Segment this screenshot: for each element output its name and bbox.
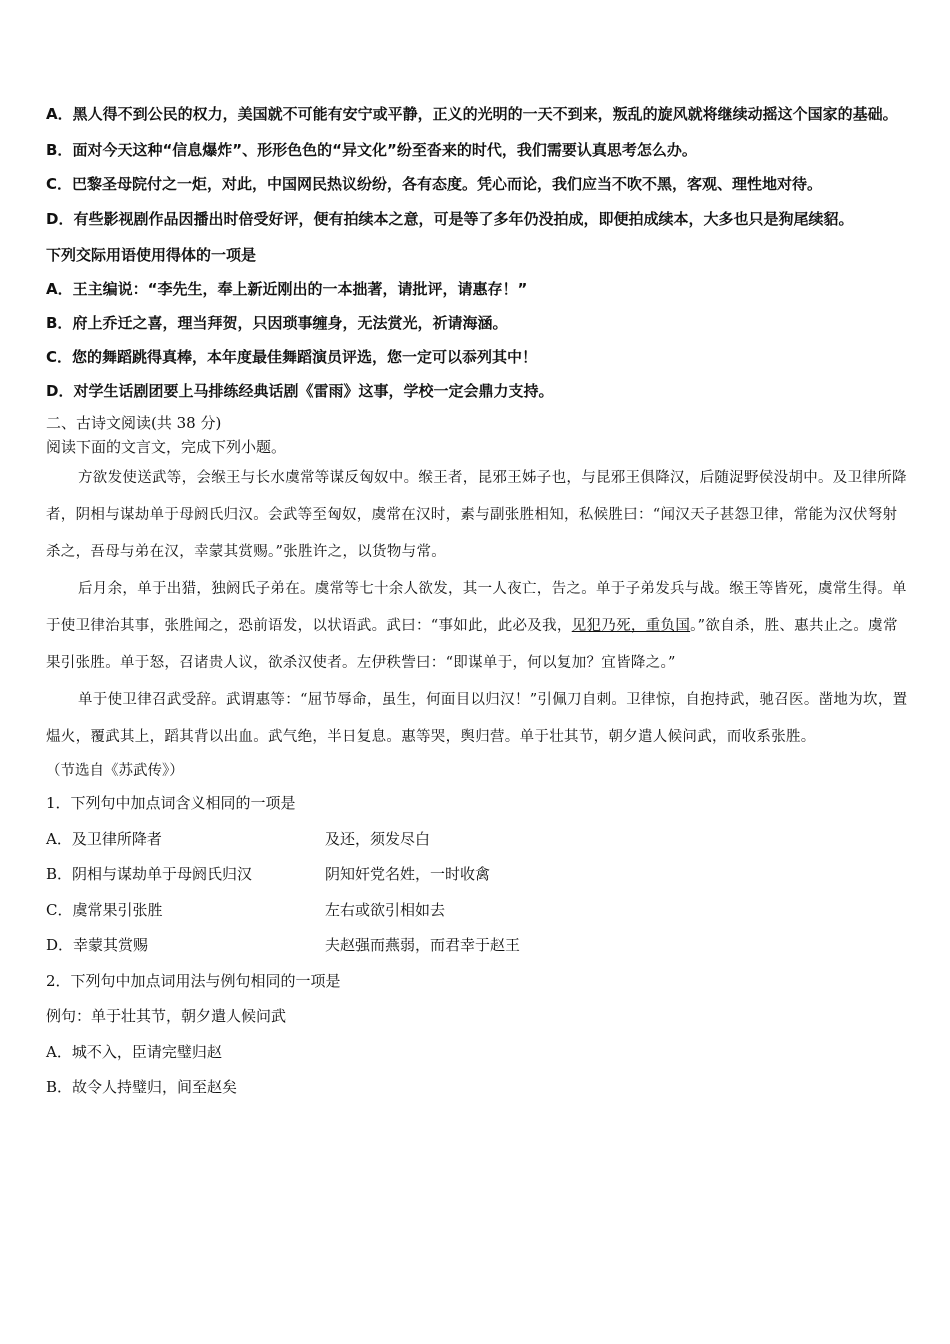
q1-option-d: D．幸蒙其赏赐 夫赵强而燕弱，而君幸于赵王	[46, 936, 521, 954]
q2-option-b: B．故令人持璧归，间至赵矣	[46, 1078, 238, 1096]
option-d-polite: D．对学生话剧团要上马排练经典话剧《雷雨》这事，学校一定会鼎力支持。	[46, 382, 554, 400]
q1-option-c: C．虞常果引张胜 左右或欲引相如去	[46, 900, 446, 919]
option-a-polite: A．王主编说：“李先生，奉上新近刚出的一本拙著，请批评，请惠存！”	[46, 280, 528, 298]
section-title: 二、古诗文阅读(共 38 分)	[46, 414, 222, 432]
option-c-top: C．巴黎圣母院付之一炬，对此，中国网民热议纷纷，各有态度。凭心而论，我们应当不吹不黑，客观、理性地对待。	[46, 175, 823, 193]
document-page	[46, 96, 908, 1106]
reading-instruction: 阅读下面的文言文，完成下列小题。	[46, 438, 287, 456]
q1-option-a: A．及卫律所降者 及还，须发尽白	[46, 829, 431, 848]
classical-passage	[46, 460, 908, 756]
q1-option-b: B．阴相与谋劫单于母阏氏归汉 阴知奸党名姓，一时收禽	[46, 865, 491, 883]
passage-paragraph-1: 方欲发使送武等，会缑王与长水虞常等谋反匈奴中。缑王者，昆邪王姊子也，与昆邪王俱降汉，后随浞野侯没胡中。及卫律所降者，阴相与谋劫单于母阏氏归汉。会武等至匈奴，虞常在汉时，素与副张胜相知，私候胜曰：“闻汉天子甚怨卫律，常能为汉伏弩射杀之，吾母与弟在汉，幸蒙其赏赐。”张胜许之，以货物与常。	[46, 470, 907, 560]
question-polite-stem: 下列交际用语使用得体的一项是	[46, 246, 257, 264]
option-c-polite: C．您的舞蹈跳得真棒，本年度最佳舞蹈演员评选，您一定可以忝列其中！	[46, 348, 538, 366]
passage-source: （节选自《苏武传》）	[46, 763, 184, 779]
question-1-stem: 1．下列句中加点词含义相同的一项是	[46, 794, 296, 812]
passage-paragraph-3: 单于使卫律召武受辞。武谓惠等：“屈节辱命，虽生，何面目以归汉！”引佩刀自刺。卫律惊，自抱持武，驰召医。凿地为坎，置煴火，覆武其上，蹈其背以出血。武气绝，半日复息。惠等哭，舆归营。单于壮其节，朝夕遣人候问武，而收系张胜。	[46, 692, 908, 745]
question-2-example: 例句：单于壮其节，朝夕遣人候问武	[46, 1007, 287, 1025]
option-d-top: D．有些影视剧作品因播出时倍受好评，便有拍续本之意，可是等了多年仍没拍成，即便拍成续本，大多也只是狗尾续貂。	[46, 210, 854, 228]
option-a-top: A．黑人得不到公民的权力，美国就不可能有安宁或平静，正义的光明的一天不到来，叛乱的旋风就将继续动摇这个国家的基础。	[46, 105, 898, 123]
passage-paragraph-2: 后月余，单于出猎，独阏氏子弟在。虞常等七十余人欲发，其一人夜亡，告之。单于子弟发兵与战。缑王等皆死，虞常生得。单于使卫律治其事，张胜闻之，恐前语发，以状语武。武曰：“事如此，此必及我，见犯乃死，重负国。”欲自杀，胜、惠共止之。虞常果引张胜。单于怒，召诸贵人议，欲杀汉使者。左伊秩訾曰：“即谋单于，何以复加？宜皆降之。”	[46, 581, 907, 671]
option-b-top: B．面对今天这种“信息爆炸”、形形色色的“异文化”纷至沓来的时代，我们需要认真思考怎么办。	[46, 141, 697, 159]
option-b-polite: B．府上乔迁之喜，理当拜贺，只因琐事缠身，无法赏光，祈请海涵。	[46, 314, 508, 332]
q2-option-a: A．城不入，臣请完璧归赵	[46, 1042, 222, 1061]
question-2-stem: 2．下列句中加点词用法与例句相同的一项是	[46, 971, 341, 990]
underlined-phrase: 见犯乃死，重负国	[571, 618, 691, 634]
